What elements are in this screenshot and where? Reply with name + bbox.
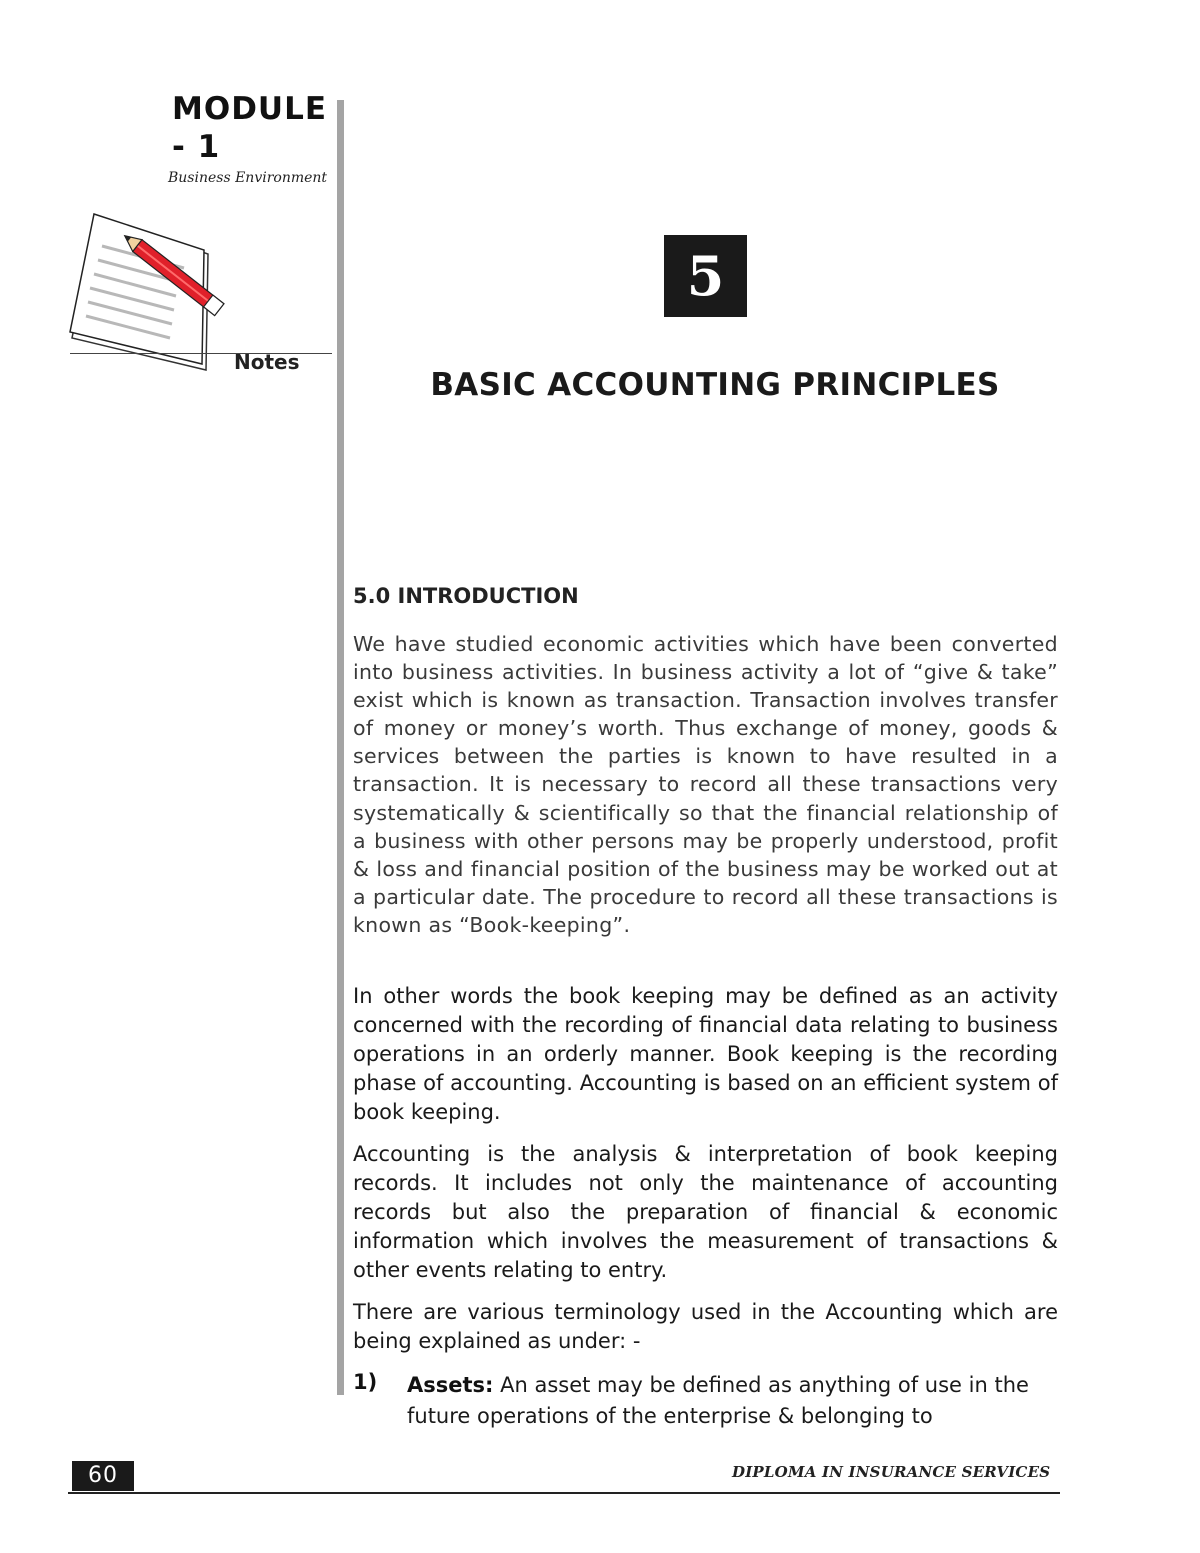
publication-title: DIPLOMA IN INSURANCE SERVICES [732, 1463, 1051, 1481]
notes-label: Notes [234, 350, 300, 374]
chapter-number: 5 [664, 235, 747, 317]
page-number: 60 [72, 1461, 134, 1491]
terminology-paragraph: There are various terminology used in the Accounting which are being explained as under: - [353, 1300, 1058, 1353]
list-item-text: An asset may be defined as anything of use in the future operations of the enterprise & belonging to [407, 1373, 1029, 1428]
margin-bar [337, 100, 344, 1395]
notepad-pencil-icon [66, 212, 231, 372]
intro-paragraph: We have studied economic activities which have been converted into business activities. In business activity a lot of “give & take” exist which is known as transaction. Transaction involves transfer of money or money’s worth. Thus exchange of money, goods & services between the parties is known to have resulted in a transaction. It is necessary to record all these transactions very systematically & scientifically so that the financial relationship of a business with other persons may be properly understood, profit & loss and financial position of the business may be worked out at a particular date. The procedure to record all these transactions is known as “Book-keeping”. [353, 632, 1058, 937]
footer-rule [68, 1492, 1060, 1494]
module-title: MODULE - 1 [172, 91, 328, 165]
section-heading: 5.0 INTRODUCTION [353, 584, 579, 608]
list-item-number: 1) [353, 1370, 378, 1394]
module-subtitle: Business Environment [168, 170, 328, 186]
accounting-paragraph: Accounting is the analysis & interpretation of book keeping records. It includes not only the maintenance of accounting records but also the preparation of financial & economic information which involves the measurement of transactions & other events relating to entry. [353, 1142, 1058, 1282]
list-item-term: Assets: [407, 1373, 494, 1397]
bookkeeping-paragraph: In other words the book keeping may be defined as an activity concerned with the recording of financial data relating to business operations in an orderly manner. Book keeping is the recording phase of accounting. Accounting is based on an efficient system of book keeping. [353, 984, 1058, 1124]
list-item [407, 1370, 1062, 1432]
chapter-title: BASIC ACCOUNTING PRINCIPLES [430, 367, 1000, 403]
